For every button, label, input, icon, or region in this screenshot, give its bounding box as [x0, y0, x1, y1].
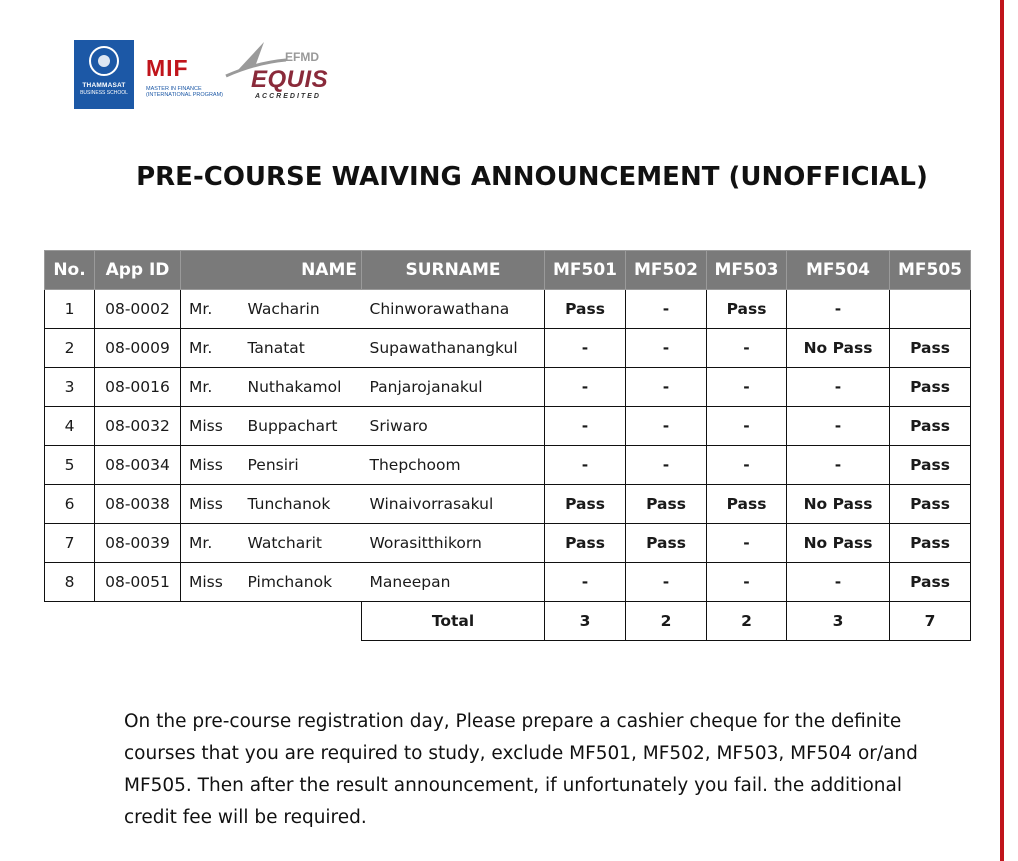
result-mf501	[545, 407, 626, 446]
result-mf505	[890, 563, 971, 602]
header-surname: SURNAME	[362, 251, 545, 290]
result-mf505-text: Pass	[910, 495, 950, 513]
header-mf505: MF505	[890, 251, 971, 290]
first-name-text: Wacharin	[247, 300, 320, 318]
total-label-text: Total	[431, 612, 475, 630]
surname-text: Worasitthikorn	[369, 534, 482, 552]
result-mf502-text: -	[662, 417, 670, 435]
first-name-text: Nuthakamol	[247, 378, 342, 396]
app-id-text: 08-0038	[105, 495, 170, 513]
result-mf502-text: -	[662, 456, 670, 474]
surname-text: Panjarojanakul	[369, 378, 483, 396]
first-name	[240, 290, 362, 329]
mif-logo-text: MIF	[146, 55, 189, 81]
result-mf503-text: -	[743, 378, 750, 396]
row-number	[45, 329, 95, 368]
row-number	[45, 524, 95, 563]
row-number-text: 7	[64, 534, 75, 552]
result-mf505-text: Pass	[910, 534, 950, 552]
result-mf503	[707, 563, 787, 602]
total-mf505-text: 7	[924, 612, 936, 630]
mif-subtitle-line1: MASTER IN FINANCE	[146, 86, 202, 92]
result-mf501-text: Pass	[565, 534, 605, 552]
first-name	[240, 563, 362, 602]
honorific	[181, 368, 240, 407]
app-id-text: 08-0016	[105, 378, 170, 396]
result-mf503-text: -	[743, 573, 750, 591]
result-mf502-text: -	[662, 378, 670, 396]
result-mf502-text: Pass	[646, 495, 686, 513]
result-mf503	[707, 407, 787, 446]
surname	[362, 407, 545, 446]
result-mf505-text: Pass	[910, 417, 950, 435]
row-number	[45, 407, 95, 446]
result-mf505	[890, 446, 971, 485]
result-mf501	[545, 446, 626, 485]
result-mf501-text: -	[581, 456, 589, 474]
result-mf503-text: Pass	[726, 300, 767, 318]
result-mf501	[545, 368, 626, 407]
row-number	[45, 446, 95, 485]
first-name-text: Buppachart	[247, 417, 338, 435]
surname-text: Thepchoom	[369, 456, 461, 474]
surname-text: Chinworawathana	[369, 300, 510, 318]
surname	[362, 563, 545, 602]
result-mf504-text: No Pass	[803, 495, 873, 513]
row-number	[45, 485, 95, 524]
result-mf501	[545, 290, 626, 329]
first-name-text: Watcharit	[247, 534, 323, 552]
header-name: NAME	[181, 251, 362, 290]
result-mf501	[545, 524, 626, 563]
university-seal-icon	[89, 46, 119, 76]
total-mf504	[787, 602, 890, 641]
header-mf501: MF501	[545, 251, 626, 290]
total-mf504-text: 3	[832, 612, 844, 630]
result-mf501-text: Pass	[565, 300, 605, 318]
honorific-text: Miss	[189, 573, 223, 591]
honorific	[181, 563, 240, 602]
row-number-text: 4	[64, 417, 75, 435]
surname-text: Sriwaro	[369, 417, 428, 435]
header-no: No.	[45, 251, 95, 290]
equis-label: EQUIS	[251, 66, 329, 93]
honorific-text: Miss	[189, 495, 223, 513]
result-mf502	[626, 524, 707, 563]
result-mf505	[890, 290, 971, 329]
school-name-line1: THAMMASAT	[82, 82, 126, 89]
table-row	[45, 485, 971, 524]
result-mf505-text: Pass	[910, 456, 950, 474]
result-mf504-text: -	[834, 378, 842, 396]
first-name-text: Tanatat	[247, 339, 305, 357]
app-id	[95, 524, 181, 563]
table-row	[45, 329, 971, 368]
surname	[362, 446, 545, 485]
result-mf505	[890, 407, 971, 446]
row-number-text: 6	[64, 495, 75, 513]
instruction-note: On the pre-course registration day, Please prepare a cashier cheque for the definite courses that you are required to study, exclude MF501, MF502, MF503, MF504 or/and MF505. Then after the result announcement, if unfortunately you fail. the additional credit fee will be required.	[124, 711, 918, 828]
mif-subtitle-line2: (INTERNATIONAL PROGRAM)	[146, 92, 224, 98]
honorific	[181, 290, 240, 329]
result-mf503-text: -	[743, 417, 750, 435]
row-number	[45, 563, 95, 602]
result-mf502	[626, 563, 707, 602]
accent-vertical-line	[1000, 0, 1004, 861]
surname	[362, 329, 545, 368]
app-id-text: 08-0002	[105, 300, 170, 318]
row-number-text: 3	[64, 378, 75, 396]
result-mf502	[626, 290, 707, 329]
surname	[362, 524, 545, 563]
honorific-text: Mr.	[189, 339, 213, 357]
header-mf502: MF502	[626, 251, 707, 290]
result-mf504	[787, 485, 890, 524]
table-row	[45, 524, 971, 563]
result-mf504	[787, 290, 890, 329]
result-mf501-text: -	[581, 573, 589, 591]
table-row	[45, 368, 971, 407]
result-mf501	[545, 563, 626, 602]
first-name	[240, 446, 362, 485]
header-mf503: MF503	[707, 251, 787, 290]
equis-logo	[224, 40, 334, 112]
result-mf502-text: Pass	[646, 534, 686, 552]
result-mf502-text: -	[662, 573, 670, 591]
row-number	[45, 368, 95, 407]
result-mf504-text: No Pass	[803, 534, 873, 552]
honorific-text: Miss	[189, 417, 223, 435]
result-mf504-text: No Pass	[803, 339, 873, 357]
honorific-text: Mr.	[189, 378, 213, 396]
first-name	[240, 524, 362, 563]
honorific-text: Mr.	[189, 534, 213, 552]
result-mf503-text: -	[743, 456, 750, 474]
first-name	[240, 485, 362, 524]
app-id	[95, 368, 181, 407]
total-mf502-text: 2	[660, 612, 672, 630]
first-name	[240, 368, 362, 407]
result-mf502	[626, 407, 707, 446]
result-mf501-text: -	[581, 378, 589, 396]
total-label	[362, 602, 545, 641]
result-mf501-text: -	[581, 339, 589, 357]
app-id-text: 08-0009	[105, 339, 170, 357]
result-mf503-text: -	[743, 534, 750, 552]
row-number-text: 2	[64, 339, 75, 357]
surname	[362, 290, 545, 329]
result-mf502	[626, 485, 707, 524]
table-row	[45, 446, 971, 485]
app-id	[95, 563, 181, 602]
page-title: PRE-COURSE WAIVING ANNOUNCEMENT (UNOFFICIAL)	[136, 162, 928, 192]
result-mf504	[787, 329, 890, 368]
app-id	[95, 407, 181, 446]
table-header-row	[45, 251, 971, 290]
result-mf501	[545, 329, 626, 368]
honorific	[181, 485, 240, 524]
row-number-text: 8	[64, 573, 75, 591]
result-mf501	[545, 485, 626, 524]
result-mf503	[707, 368, 787, 407]
result-mf505-text: Pass	[910, 378, 950, 396]
total-mf502	[626, 602, 707, 641]
first-name	[240, 329, 362, 368]
result-mf503-text: Pass	[726, 495, 767, 513]
accredited-label: ACCREDITED	[255, 93, 321, 100]
school-name-line2: BUSINESS SCHOOL	[80, 90, 128, 96]
table-row	[45, 407, 971, 446]
first-name	[240, 407, 362, 446]
result-mf503	[707, 446, 787, 485]
app-id	[95, 329, 181, 368]
total-row	[45, 602, 971, 641]
surname-text: Maneepan	[369, 573, 451, 591]
result-mf505-text: Pass	[910, 573, 950, 591]
app-id-text: 08-0032	[105, 417, 170, 435]
result-mf504-text: -	[834, 300, 842, 318]
total-mf503	[707, 602, 787, 641]
total-row-spacer	[45, 602, 362, 641]
thammasat-logo	[74, 40, 134, 109]
result-mf502-text: -	[662, 300, 670, 318]
result-mf503	[707, 485, 787, 524]
result-mf501-text: Pass	[565, 495, 605, 513]
total-mf501	[545, 602, 626, 641]
app-id	[95, 485, 181, 524]
result-mf504-text: -	[834, 456, 842, 474]
result-mf504-text: -	[834, 417, 842, 435]
row-number-text: 5	[64, 456, 75, 474]
result-mf505	[890, 524, 971, 563]
total-mf505	[890, 602, 971, 641]
app-id	[95, 290, 181, 329]
first-name-text: Tunchanok	[247, 495, 331, 513]
result-mf505	[890, 329, 971, 368]
honorific	[181, 524, 240, 563]
surname-text: Winaivorrasakul	[369, 495, 494, 513]
honorific-text: Mr.	[189, 300, 213, 318]
header-mf504: MF504	[787, 251, 890, 290]
results-table	[44, 250, 971, 641]
table-row	[45, 290, 971, 329]
app-id-text: 08-0034	[105, 456, 170, 474]
result-mf503-text: -	[743, 339, 750, 357]
result-mf503	[707, 524, 787, 563]
result-mf502-text: -	[662, 339, 670, 357]
result-mf503	[707, 329, 787, 368]
honorific	[181, 407, 240, 446]
result-mf504	[787, 446, 890, 485]
result-mf505	[890, 485, 971, 524]
total-mf503-text: 2	[741, 612, 752, 630]
result-mf504	[787, 368, 890, 407]
app-id-text: 08-0051	[105, 573, 170, 591]
total-mf501-text: 3	[579, 612, 591, 630]
first-name-text: Pensiri	[247, 456, 299, 474]
surname	[362, 368, 545, 407]
result-mf502	[626, 446, 707, 485]
first-name-text: Pimchanok	[247, 573, 333, 591]
surname	[362, 485, 545, 524]
result-mf504	[787, 563, 890, 602]
result-mf504	[787, 407, 890, 446]
table-row	[45, 563, 971, 602]
header-app-id: App ID	[95, 251, 181, 290]
result-mf504-text: -	[834, 573, 842, 591]
result-mf501-text: -	[581, 417, 589, 435]
row-number	[45, 290, 95, 329]
result-mf505-text: Pass	[910, 339, 950, 357]
row-number-text: 1	[64, 300, 75, 318]
result-mf505	[890, 368, 971, 407]
result-mf502	[626, 368, 707, 407]
result-mf502	[626, 329, 707, 368]
app-id-text: 08-0039	[105, 534, 170, 552]
surname-text: Supawathanangkul	[369, 339, 518, 357]
honorific-text: Miss	[189, 456, 223, 474]
app-id	[95, 446, 181, 485]
efmd-label: EFMD	[285, 50, 319, 64]
result-mf504	[787, 524, 890, 563]
honorific	[181, 329, 240, 368]
result-mf503	[707, 290, 787, 329]
honorific	[181, 446, 240, 485]
